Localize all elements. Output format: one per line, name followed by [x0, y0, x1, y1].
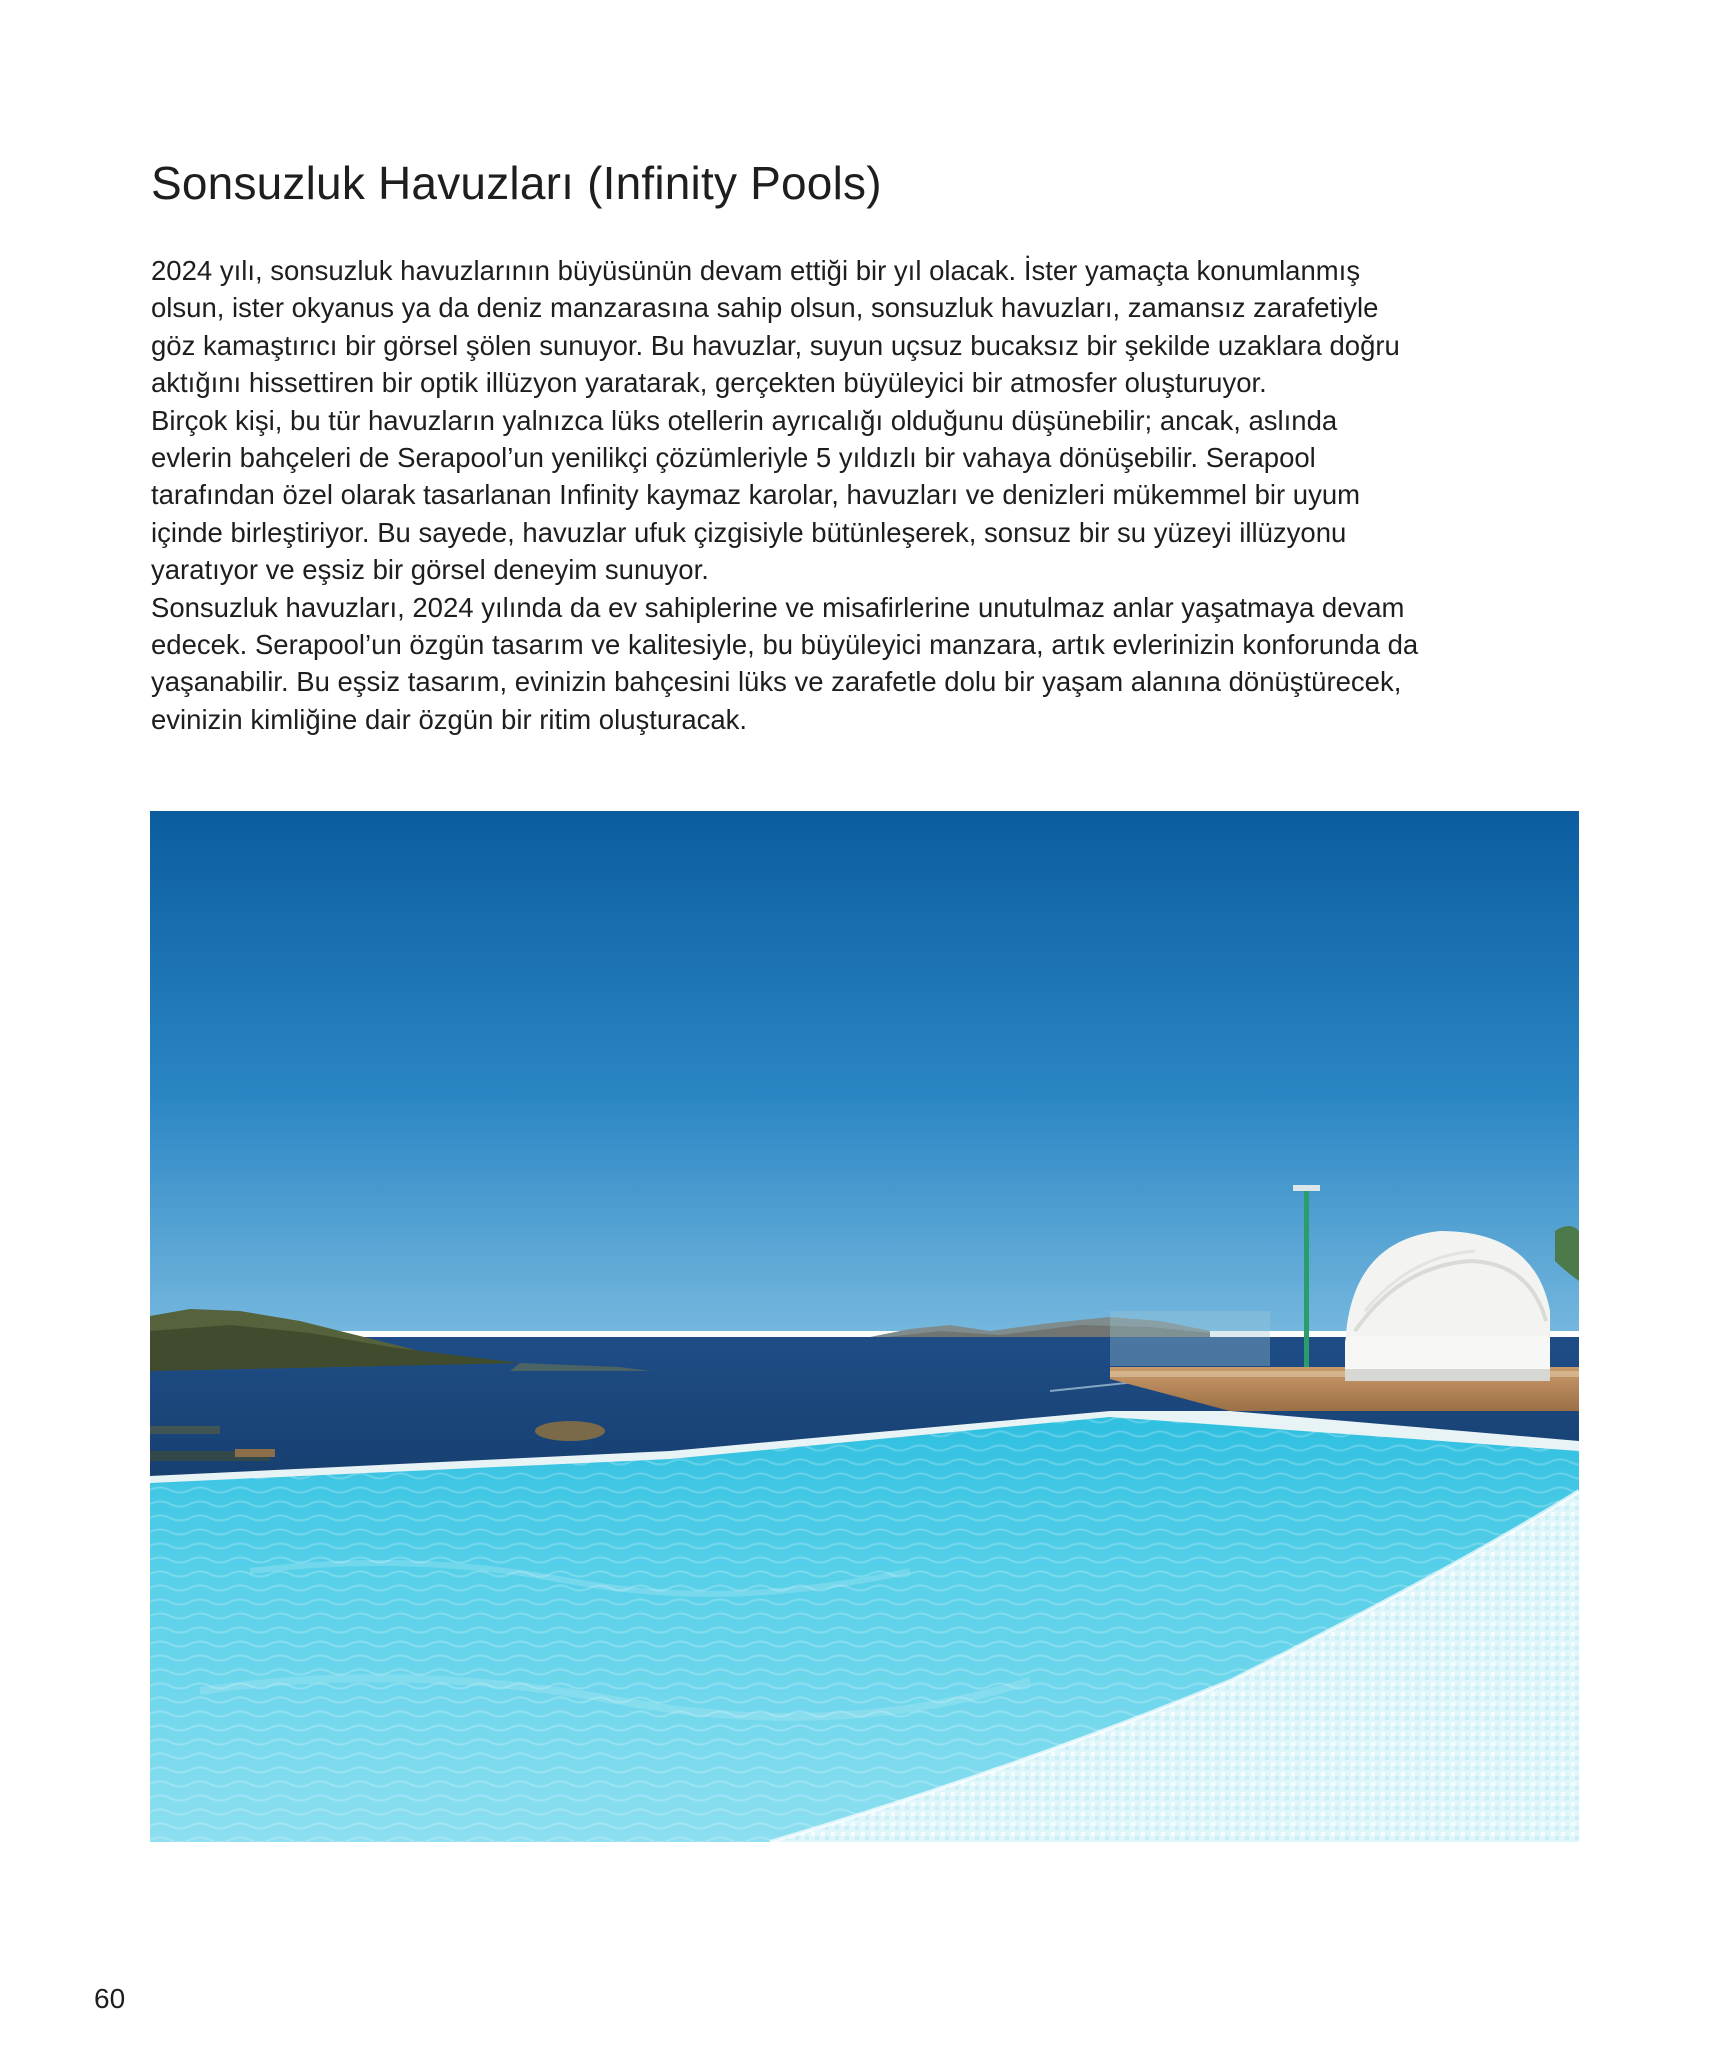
sky	[150, 811, 1579, 1331]
body-line: 2024 yılı, sonsuzluk havuzlarının büyüsünün devam ettiği bir yıl olacak. İster yamaçta konumlanmış	[151, 255, 1361, 286]
body-line: evlerin bahçeleri de Serapool’un yenilikçi çözümleriyle 5 yıldızlı bir vahaya dönüşebilir. Serapool	[151, 442, 1316, 474]
body-line: tarafından özel olarak tasarlanan Infinity kaymaz karolar, havuzları ve denizleri mükemmel bir uyum	[151, 479, 1361, 511]
body-line: Birçok kişi, bu tür havuzların yalnızca lüks otellerin ayrıcalığı olduğunu düşünebilir; ancak, aslında	[151, 404, 1338, 436]
body-line: yaşanabilir. Bu eşsiz tasarım, evinizin bahçesini lüks ve zarafetle dolu bir yaşam alanına dönüştürecek,	[151, 666, 1402, 698]
body-line: içinde birleştiriyor. Bu sayede, havuzlar ufuk çizgisiyle bütünleşerek, sonsuz bir su yüzeyi illüzyonu	[151, 516, 1347, 548]
body-line: edecek. Serapool’un özgün tasarım ve kalitesiyle, bu büyüleyici manzara, artık evlerinizin konforunda da	[151, 629, 1419, 661]
page-number: 60	[94, 1983, 126, 2014]
body-line: Sonsuzluk havuzları, 2024 yılında da ev sahiplerine ve misafirlerine unutulmaz anlar yaşatmaya devam	[151, 591, 1405, 623]
infinity-pool-photo	[150, 811, 1579, 1842]
body-line: yaratıyor ve eşsiz bir görsel deneyim sunuyor.	[151, 554, 709, 586]
body-line: göz kamaştırıcı bir görsel şölen sunuyor. Bu havuzlar, suyun uçsuz bucaksız bir şekilde uzaklara doğru	[151, 329, 1400, 361]
body-paragraphs	[151, 252, 1591, 738]
body-line: olsun, ister okyanus ya da deniz manzarasına sahip olsun, sonsuzluk havuzları, zamansız zarafetiyle	[151, 292, 1379, 324]
body-line: evinizin kimliğine dair özgün bir ritim oluşturacak.	[151, 703, 748, 735]
body-line: aktığını hissettiren bir optik illüzyon yaratarak, gerçekten büyüleyici bir atmosfer oluşturuyor.	[151, 367, 1267, 399]
page-title: Sonsuzluk Havuzları (Infinity Pools)	[151, 157, 882, 209]
